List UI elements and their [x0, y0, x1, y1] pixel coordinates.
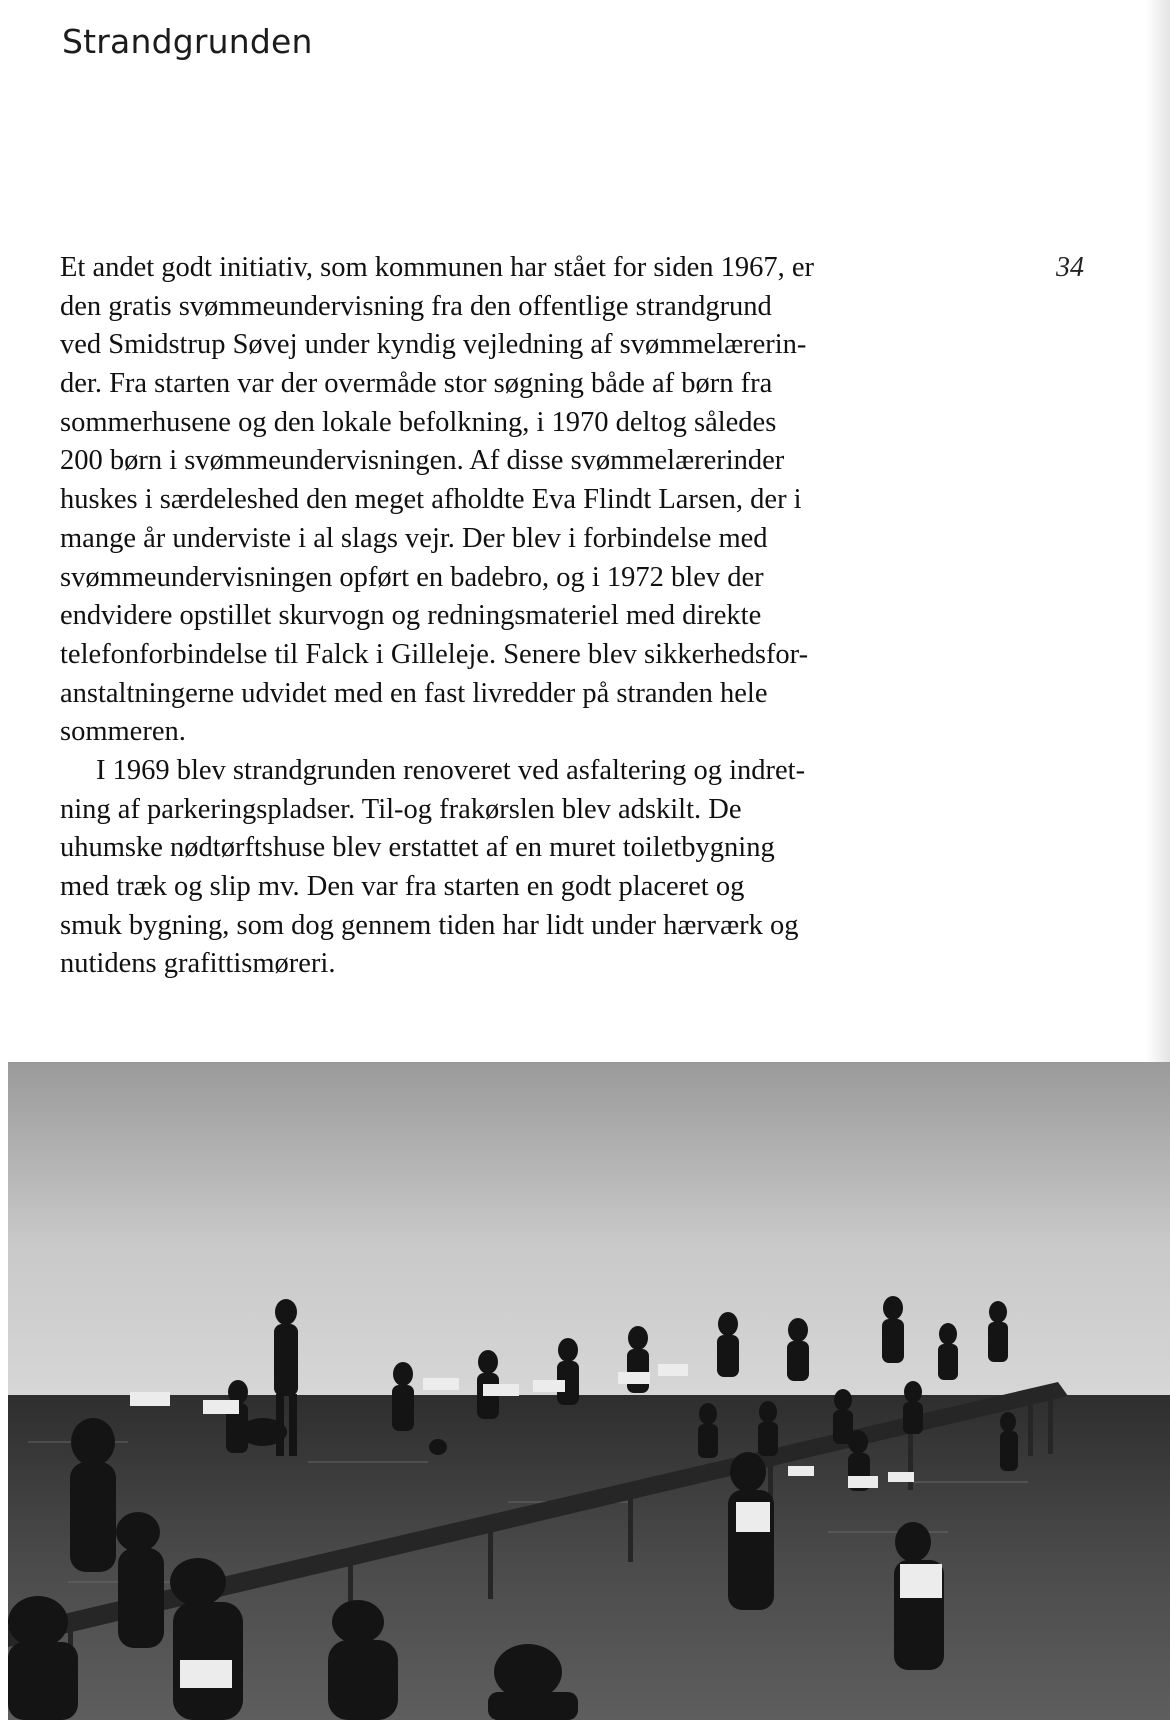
text-line: smuk bygning, som dog gennem tiden har lidt under hærværk og	[60, 909, 799, 941]
text-line: den gratis svømmeundervisning fra den offentlige strandgrund	[60, 290, 772, 322]
text-line: telefonforbindelse til Falck i Gilleleje. Senere blev sikkerhedsfor-	[60, 638, 809, 670]
text-line: nutidens grafittismøreri.	[60, 948, 336, 980]
text-line: ved Smidstrup Søvej under kyndig vejledning af svømmelærerin-	[60, 329, 807, 361]
text-line: Et andet godt initiativ, som kommunen har stået for siden 1967, er	[60, 252, 815, 283]
text-line: huskes i særdeleshed den meget afholdte Eva Flindt Larsen, der i	[60, 484, 802, 516]
text-line: mange år underviste i al slags vejr. Der blev i forbindelse med	[60, 522, 768, 554]
text-line: anstaltningerne udvidet med en fast livredder på stranden hele	[60, 677, 768, 709]
section-title: Strandgrunden	[62, 22, 313, 61]
text-line: I 1969 blev strandgrunden renoveret ved asfaltering og indret-	[96, 754, 806, 786]
text-line: med træk og slip mv. Den var fra starten en godt placeret og	[60, 871, 745, 902]
page-number: 34	[1056, 252, 1084, 283]
text-line: svømmeundervisningen opført en badebro, og i 1972 blev der	[60, 561, 764, 593]
text-line: 200 børn i svømmeundervisningen. Af disse svømmelærerinder	[60, 445, 785, 477]
paragraph-2	[60, 752, 1040, 984]
text-line: ning af parkeringspladser. Til-og frakørslen blev adskilt. De	[60, 793, 742, 825]
body-text	[60, 249, 1040, 984]
paragraph-1	[60, 249, 1040, 752]
text-line: sommeren.	[60, 716, 186, 748]
photo-drawing	[8, 1062, 1170, 1720]
text-line: endvidere opstillet skurvogn og redningsmateriel med direkte	[60, 600, 762, 632]
text-line: sommerhusene og den lokale befolkning, i 1970 deltog således	[60, 406, 777, 438]
beach-pier-photo	[8, 1062, 1170, 1720]
text-line: der. Fra starten var der overmåde stor søgning både af børn fra	[60, 368, 773, 400]
text-line: uhumske nødtørftshuse blev erstattet af en muret toiletbygning	[60, 832, 775, 864]
